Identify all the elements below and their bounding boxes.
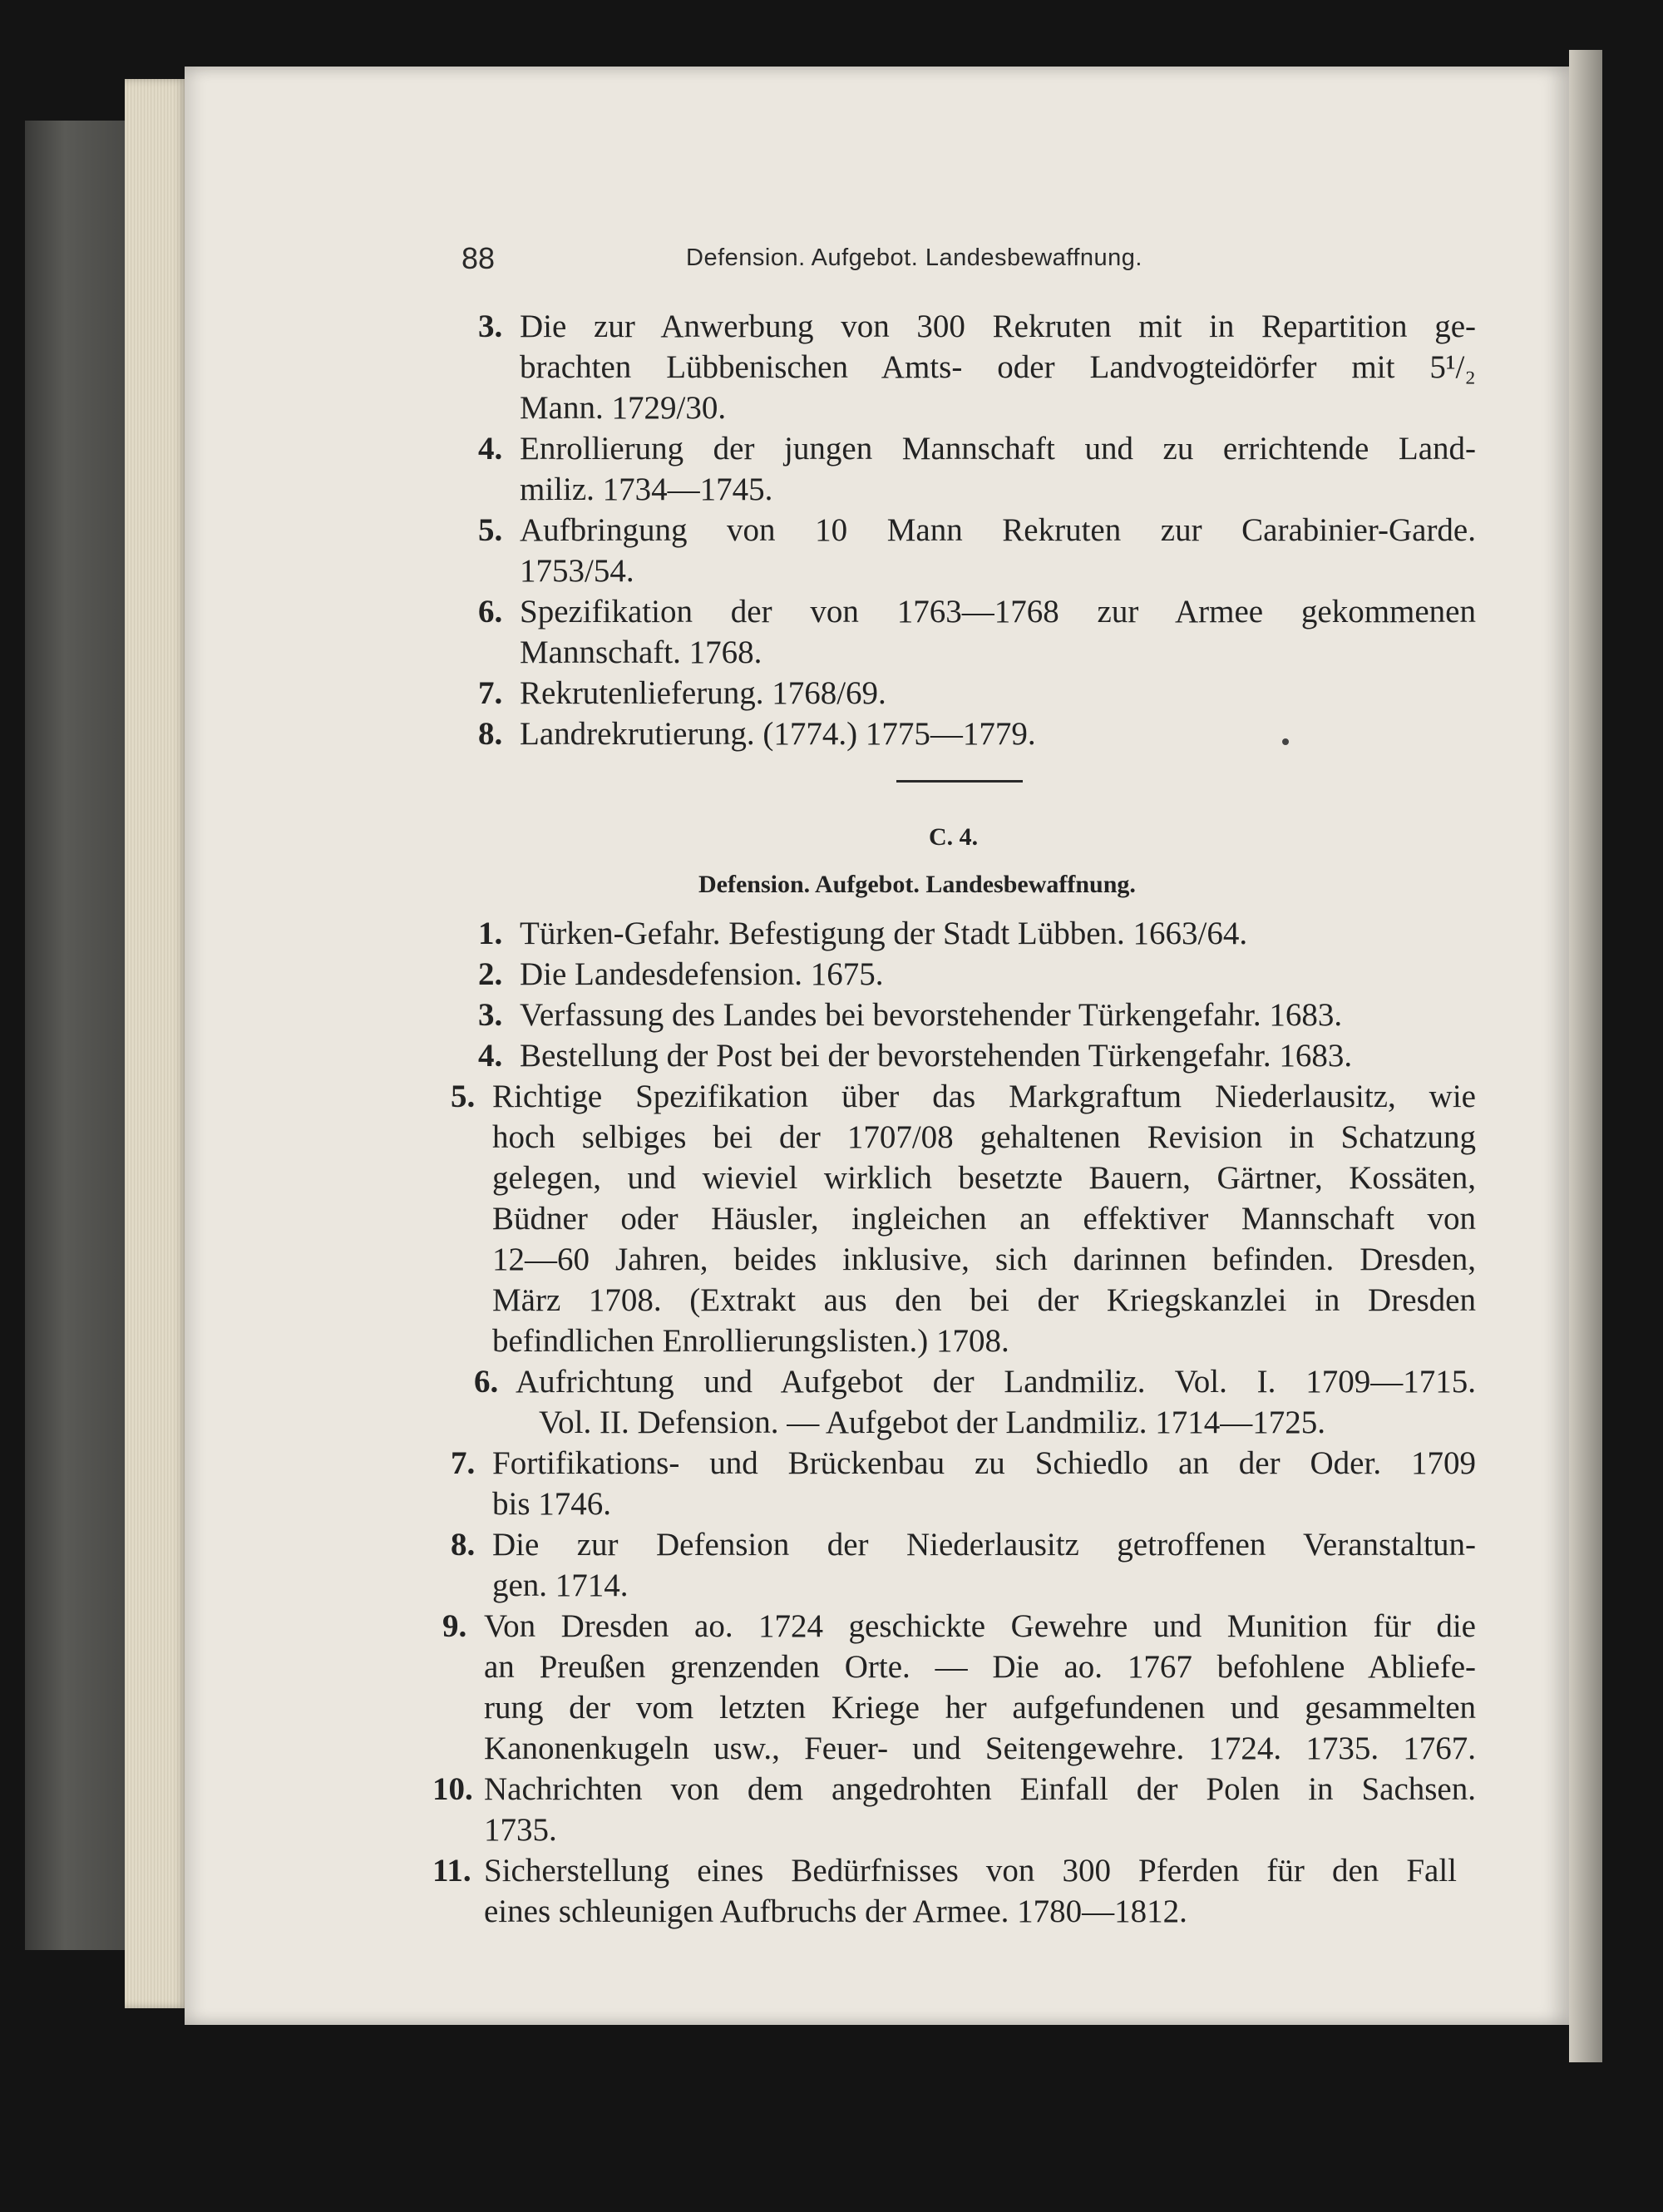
entry-line: Türken-Gefahr. Befestigung der Stadt Lübben. 1663/64. [520, 916, 1248, 951]
list-item [474, 1361, 1476, 1443]
entry-line: Die Landesdefension. 1675. [520, 956, 884, 992]
entry-line: Von Dresden ao. 1724 geschickte Gewehre und Munition für die [484, 1608, 1476, 1644]
entry-number: 6. [474, 1364, 499, 1400]
entry-number: 2. [478, 956, 503, 992]
entry-line: Fortifikations- und Brückenbau zu Schiedlo an der Oder. 1709 [492, 1445, 1476, 1481]
entry-line: Bestellung der Post bei der bevorstehenden Türkengefahr. 1683. [520, 1038, 1353, 1074]
entry-line: Die zur Defension der Niederlausitz getroffenen Veranstaltun- [492, 1527, 1476, 1563]
entry-number: 3. [478, 997, 503, 1033]
section-title: Defension. Aufgebot. Landesbewaffnung. [698, 871, 1136, 898]
list-item [478, 954, 1476, 995]
entry-line: Spezifikation der von 1763—1768 zur Armee gekommenen [520, 594, 1476, 630]
list-item [478, 428, 1476, 510]
entry-line: hoch selbiges bei der 1707/08 gehaltenen Revision in Schatzung [492, 1119, 1476, 1155]
list-item [478, 591, 1476, 673]
entry-number: 1. [478, 916, 503, 951]
section-divider [896, 780, 1023, 783]
list-item [478, 913, 1476, 954]
list-item [478, 510, 1476, 591]
entry-number: 7. [478, 675, 503, 711]
list-item [478, 995, 1476, 1035]
book-right-edge [1569, 50, 1602, 2062]
entry-number: 4. [478, 1038, 503, 1074]
entry-line: miliz. 1734—1745. [520, 472, 773, 507]
entry-line: befindlichen Enrollierungslisten.) 1708. [492, 1323, 1009, 1359]
list-item [451, 1076, 1476, 1361]
book-cover-edge [25, 121, 125, 1950]
entry-line: Aufbringung von 10 Mann Rekruten zur Carabinier-Garde. [520, 512, 1476, 548]
entry-line: 1753/54. [520, 553, 634, 589]
entry-line: 12—60 Jahren, beides inklusive, sich darinnen befinden. Dresden, [492, 1242, 1476, 1277]
list-item [478, 673, 1476, 713]
entry-line: Nachrichten von dem angedrohten Einfall der Polen in Sachsen. [484, 1771, 1476, 1807]
entry-line: eines schleunigen Aufbruchs der Armee. 1780—1812. [484, 1894, 1187, 1929]
list-item [432, 1769, 1476, 1850]
entry-line: März 1708. (Extrakt aus den bei der Kriegskanzlei in Dresden [492, 1282, 1476, 1318]
list-item [451, 1524, 1476, 1606]
entry-line: Richtige Spezifikation über das Markgraftum Niederlausitz, wie [492, 1079, 1476, 1114]
entry-line: gelegen, und wieviel wirklich besetzte Bauern, Gärtner, Kossäten, [492, 1160, 1476, 1196]
entry-number: 9. [442, 1608, 467, 1644]
entry-number: 7. [451, 1445, 476, 1481]
entry-line: Verfassung des Landes bei bevorstehender Türkengefahr. 1683. [520, 997, 1343, 1033]
list-item [451, 1443, 1476, 1524]
entry-line: Rekrutenlieferung. 1768/69. [520, 675, 886, 711]
entry-line: Aufrichtung und Aufgebot der Landmiliz. Vol. I. 1709—1715. [516, 1364, 1476, 1400]
list-item [478, 306, 1476, 428]
entry-line: Vol. II. Defension. — Aufgebot der Landmiliz. 1714—1725. [539, 1405, 1325, 1440]
entry-number: 11. [432, 1853, 471, 1889]
ink-speck [1282, 738, 1289, 745]
entry-line: Die zur Anwerbung von 300 Rekruten mit in Repartition ge- [520, 309, 1476, 344]
entry-line: gen. 1714. [492, 1568, 629, 1603]
entry-number: 6. [478, 594, 503, 630]
list-item [442, 1606, 1476, 1769]
list-item [478, 1035, 1476, 1076]
entry-line: Landrekrutierung. (1774.) 1775—1779. [520, 716, 1036, 752]
page-number: 88 [461, 241, 496, 275]
list-item [432, 1850, 1457, 1932]
entry-number: 3. [478, 309, 503, 344]
list-item [478, 713, 1476, 754]
entry-number: 8. [451, 1527, 476, 1563]
entry-line: Büdner oder Häusler, ingleichen an effektiver Mannschaft von [492, 1201, 1476, 1237]
entry-number: 5. [451, 1079, 476, 1114]
running-head: Defension. Aufgebot. Landesbewaffnung. [686, 244, 1142, 271]
entry-line: Enrollierung der jungen Mannschaft und zu errichtende Land- [520, 431, 1476, 467]
entry-line: Mannschaft. 1768. [520, 634, 762, 670]
section-code: C. 4. [929, 823, 979, 851]
entry-line: bis 1746. [492, 1486, 612, 1522]
entry-line: Kanonenkugeln usw., Feuer- und Seitengewehre. 1724. 1735. 1767. [484, 1731, 1476, 1766]
entry-line: Mann. 1729/30. [520, 390, 727, 426]
entry-line: brachten Lübbenischen Amts- oder Landvogteidörfer mit 5¹/₂ [520, 349, 1476, 385]
entry-line: rung der vom letzten Kriege her aufgefundenen und gesammelten [484, 1690, 1476, 1726]
entry-line: an Preußen grenzenden Orte. — Die ao. 1767 befohlene Abliefe- [484, 1649, 1476, 1685]
entry-number: 5. [478, 512, 503, 548]
entry-line: Sicherstellung eines Bedürfnisses von 300 Pferden für den Fall [484, 1853, 1457, 1889]
entry-number: 8. [478, 716, 503, 752]
entry-line: 1735. [484, 1812, 557, 1848]
entry-number: 10. [432, 1771, 473, 1807]
entry-number: 4. [478, 431, 503, 467]
page-block-edges [125, 79, 187, 2008]
